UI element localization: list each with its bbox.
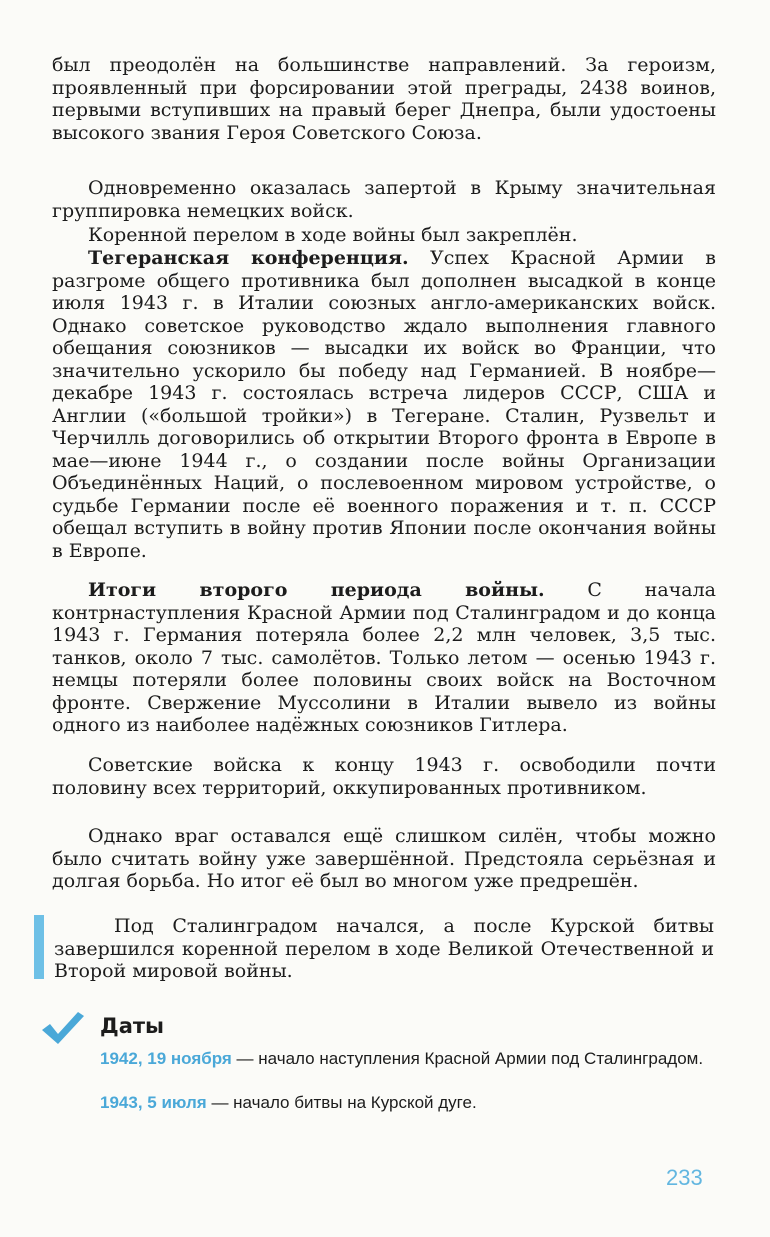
paragraph-text: Успех Красной Армии в разгроме общего противника был дополнен высадкой в конце июля 1943 г. в Италии союзных англо-американских войск. Однако советское руководство ждало выполнения главного обещания союзников — высадки их войск во Франции, что значительно ускорило бы победу над Германией. В ноябре—декабре 1943 г. состоялась встреча лидеров СССР, США и Англии («большой тройки») в Тегеране. Сталин, Рузвельт и Черчилль договорились об открытии Второго фронта в Европе в мае—июне 1944 г., о создании после войны Организации Объединённых Наций, о послевоенном мировом устройстве, о судьбе Германии после её военного поражения и т. п. СССР обещал вступить в войну против Японии после окончания войны в Европе.	[52, 247, 716, 562]
dates-title: Даты	[100, 1014, 165, 1038]
paragraph-text: Советские войска к концу 1943 г. освободили почти половину всех территорий, оккупированных противником.	[52, 754, 716, 799]
date-entry-stalingrad	[100, 1048, 720, 1069]
summary-text: Под Сталинградом начался, а после Курской битвы завершился коренной перелом в ходе Великой Отечественной и Второй мировой войны.	[54, 915, 714, 982]
summary-box	[34, 915, 714, 982]
paragraph-tehran	[52, 247, 716, 562]
date-description: — начало битвы на Курской дуге.	[206, 1093, 477, 1112]
paragraph-text: Коренной перелом в ходе войны был закреплён.	[88, 224, 578, 246]
summary-accent-bar	[34, 915, 44, 979]
date-value: 1942, 19 ноября	[100, 1049, 232, 1068]
paragraph-results	[52, 579, 716, 737]
date-value: 1943, 5 июля	[100, 1093, 207, 1112]
paragraph-1	[52, 54, 716, 144]
paragraph-text: Одновременно оказалась запертой в Крыму значительная группировка немецких войск.	[52, 177, 716, 222]
date-entry-kursk	[100, 1092, 720, 1113]
paragraph-text: С начала контрнаступления Красной Армии под Сталинградом и до конца 1943 г. Германия потеряла более 2,2 млн человек, 3,5 тыс. танков, около 7 тыс. самолётов. Только летом — осенью 1943 г. немцы потеряли более половины своих войск на Восточном фронте. Свержение Муссолини в Италии вывело из войны одного из наиболее надёжных союзников Гитлера.	[52, 579, 716, 736]
section-heading-tehran: Тегеранская конференция.	[88, 247, 409, 269]
paragraph-3	[52, 224, 716, 247]
date-description: — начало наступления Красной Армии под Сталинградом.	[231, 1049, 704, 1068]
paragraph-liberation	[52, 754, 716, 799]
paragraph-text: Однако враг оставался ещё слишком силён, чтобы можно было считать войну уже завершённой. Предстояла серьёзная и долгая борьба. Но итог её был во многом уже предрешён.	[52, 825, 716, 892]
page-number: 233	[666, 1165, 703, 1190]
section-heading-results: Итоги второго периода войны.	[88, 579, 545, 601]
paragraph-2	[52, 177, 716, 222]
paragraph-text: был преодолён на большинстве направлений. За героизм, проявленный при форсировании этой преграды, 2438 воинов, первыми вступивших на правый берег Днепра, были удостоены высокого звания Героя Советского Союза.	[52, 54, 716, 144]
paragraph-enemy	[52, 825, 716, 893]
checkmark-icon	[40, 1010, 84, 1046]
